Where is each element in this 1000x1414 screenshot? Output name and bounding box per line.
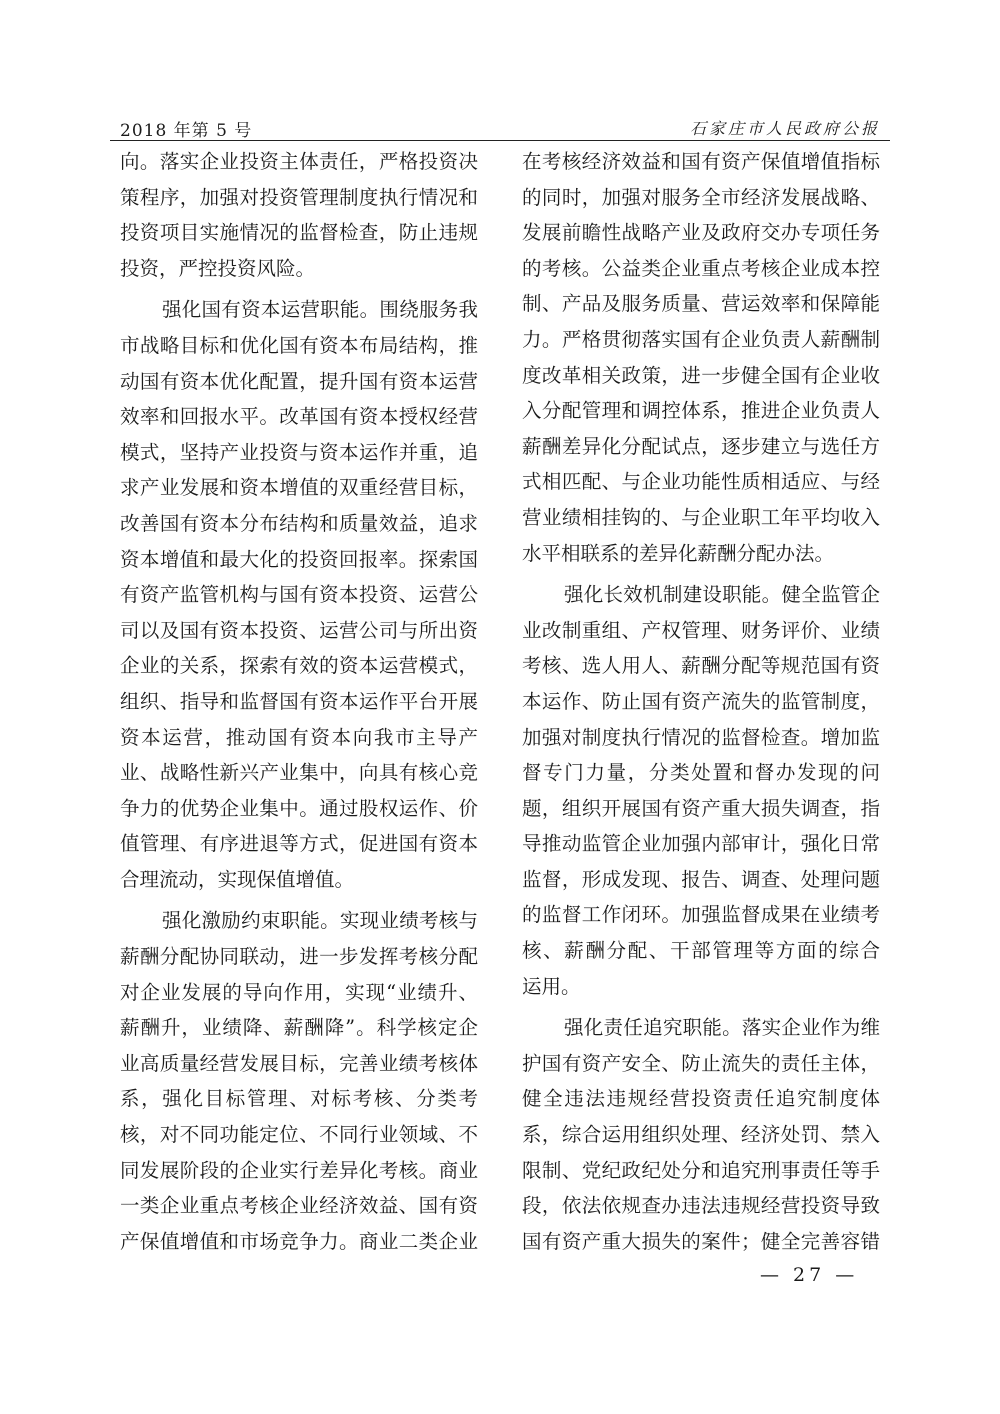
text-line: 组织、指导和监督国有资本运作平台开展 [120,689,478,713]
paragraph [522,577,880,1004]
text-line: 模式，坚持产业投资与资本运作并重，追 [120,440,478,464]
text-line: 考核、选人用人、薪酬分配等规范国有资 [522,654,880,678]
text-line: 力。严格贯彻落实国有企业负责人薪酬制 [522,327,880,351]
text-line: 营业绩相挂钩的、与企业职工年平均收入 [522,505,880,529]
text-line: 系，强化目标管理、对标考核、分类考 [120,1087,478,1111]
text-line: 司以及国有资本投资、运营公司与所出资 [120,618,478,642]
text-line: 水平相联系的差异化薪酬分配办法。 [522,541,835,565]
header-publication-title: 石家庄市人民政府公报 [689,119,880,138]
text-line: 动国有资本优化配置，提升国有资本运营 [120,369,478,393]
text-line: 资本增值和最大化的投资回报率。探索国 [120,547,478,571]
text-line: 系，综合运用组织处理、经济处罚、禁入 [522,1123,880,1147]
text-line: 一类企业重点考核企业经济效益、国有资 [120,1194,478,1218]
text-line: 国有资产重大损失的案件；健全完善容错 [522,1229,880,1253]
text-line: 健全违法违规经营投资责任追究制度体 [522,1087,880,1111]
text-line: 值管理、有序进退等方式，促进国有资本 [120,832,478,856]
text-line: 强化激励约束职能。实现业绩考核与 [162,909,478,933]
text-line: 发展前瞻性战略产业及政府交办专项任务 [522,221,880,245]
paragraph [120,903,478,1259]
text-line: 加强对制度执行情况的监督检查。增加监 [522,725,880,749]
text-line: 薪酬差异化分配试点，逐步建立与选任方 [522,434,880,458]
text-line: 强化国有资本运营职能。围绕服务我 [162,298,478,322]
paragraph [120,292,478,897]
text-line: 核，对不同功能定位、不同行业领域、不 [120,1123,478,1147]
text-line: 向。落实企业投资主体责任，严格投资决 [120,150,478,173]
text-line: 合理流动，实现保值增值。 [120,867,355,891]
text-line: 改善国有资本分布结构和质量效益，追求 [120,511,478,535]
text-line: 的考核。公益类企业重点考核企业成本控 [522,256,880,280]
text-line: 护国有资产安全、防止流失的责任主体， [522,1051,880,1075]
text-line: 的同时，加强对服务全市经济发展战略、 [522,185,880,209]
text-line: 策程序，加强对投资管理制度执行情况和 [120,185,478,209]
text-line: 资本运营，推动国有资本向我市主导产 [120,725,478,749]
text-line: 业改制重组、产权管理、财务评价、业绩 [522,618,880,642]
text-line: 督专门力量，分类处置和督办发现的问 [522,761,880,785]
text-line: 投资，严控投资风险。 [120,256,316,280]
header-rule [110,140,890,141]
text-line: 式相匹配、与企业功能性质相适应、与经 [522,470,880,494]
text-line: 争力的优势企业集中。通过股权运作、价 [120,796,478,820]
text-line: 业高质量经营发展目标，完善业绩考核体 [120,1051,478,1075]
text-line: 本运作、防止国有资产流失的监管制度， [522,689,880,713]
page-number: — 27 — [760,1264,859,1286]
paragraph [522,1010,880,1259]
text-line: 投资项目实施情况的监督检查，防止违规 [120,221,478,245]
text-line: 薪酬分配协同联动，进一步发挥考核分配 [120,945,478,969]
text-line: 导推动监管企业加强内部审计，强化日常 [522,832,880,856]
text-line: 强化责任追究职能。落实企业作为维 [564,1016,880,1040]
text-line: 制、产品及服务质量、营运效率和保障能 [522,292,880,316]
text-line: 强化长效机制建设职能。健全监管企 [564,583,880,607]
text-line: 薪酬升，业绩降、薪酬降”。科学核定企 [120,1016,478,1040]
text-line: 同发展阶段的企业实行差异化考核。商业 [120,1158,478,1182]
text-line: 在考核经济效益和国有资产保值增值指标 [522,150,880,173]
left-column [120,144,478,1259]
text-line: 业、战略性新兴产业集中，向具有核心竞 [120,761,478,785]
text-line: 有资产监管机构与国有资本投资、运营公 [120,583,478,607]
paragraph [120,144,478,286]
text-line: 题，组织开展国有资产重大损失调查，指 [522,796,880,820]
text-line: 对企业发展的导向作用，实现“业绩升、 [120,980,478,1004]
text-line: 限制、党纪政纪处分和追究刑事责任等手 [522,1158,880,1182]
text-line: 运用。 [522,974,581,998]
paragraph [522,144,880,571]
header-issue: 2018 年第 5 号 [120,121,253,141]
text-line: 市战略目标和优化国有资本布局结构，推 [120,333,478,357]
text-line: 核、薪酬分配、干部管理等方面的综合 [522,939,880,963]
text-line: 的监督工作闭环。加强监督成果在业绩考 [522,903,880,927]
text-line: 效率和回报水平。改革国有资本授权经营 [120,405,478,429]
text-line: 产保值增值和市场竞争力。商业二类企业 [120,1229,478,1253]
text-line: 段，依法依规查办违法违规经营投资导致 [522,1194,880,1218]
right-column [522,144,880,1259]
text-line: 求产业发展和资本增值的双重经营目标， [120,476,478,500]
text-line: 企业的关系，探索有效的资本运营模式， [120,654,478,678]
text-line: 入分配管理和调控体系，推进企业负责人 [522,399,880,423]
text-line: 监督，形成发现、报告、调查、处理问题 [522,867,880,891]
text-line: 度改革相关政策，进一步健全国有企业收 [522,363,880,387]
